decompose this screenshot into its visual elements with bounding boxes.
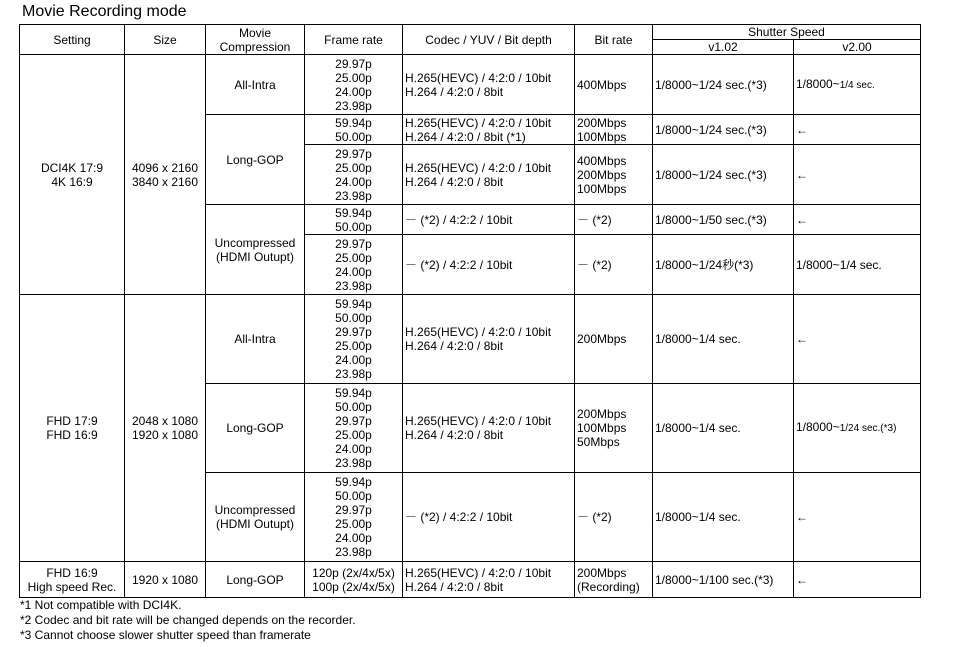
header-v200: v2.00 (794, 40, 921, 55)
shutter-v200-cell: ← (794, 145, 921, 205)
compression-cell: Long-GOP (206, 384, 305, 473)
bit-rate-cell: － (*2) (575, 235, 653, 295)
codec-cell: H.265(HEVC) / 4:2:0 / 10bit H.264 / 4:2:0 / 8bit (*1) (403, 115, 575, 145)
codec-cell: － (*2) / 4:2:2 / 10bit (403, 205, 575, 235)
frame-rate-cell: 59.94p 50.00p (305, 205, 403, 235)
header-row (20, 25, 921, 40)
header-frame-rate: Frame rate (305, 25, 403, 55)
shutter-v200-cell: ← (794, 295, 921, 384)
compression-cell: All-Intra (206, 295, 305, 384)
footnote: *1 Not compatible with DCI4K. (20, 598, 182, 612)
codec-cell: H.265(HEVC) / 4:2:0 / 10bit H.264 / 4:2:0 / 8bit (403, 562, 575, 598)
frame-rate-cell: 29.97p 25.00p 24.00p 23.98p (305, 235, 403, 295)
header-size: Size (125, 25, 206, 55)
codec-cell: H.265(HEVC) / 4:2:0 / 10bit H.264 / 4:2:0 / 8bit (403, 384, 575, 473)
shutter-v200-cell (794, 55, 921, 115)
header-codec: Codec / YUV / Bit depth (403, 25, 575, 55)
shutter-v200-cell: ← (794, 115, 921, 145)
shutter-v102-cell: 1/8000~1/24秒(*3) (653, 235, 794, 295)
page-title: Movie Recording mode (22, 3, 187, 20)
shutter-v200-small: 1/24 sec.(*3) (839, 423, 897, 434)
shutter-v102-cell: 1/8000~1/24 sec.(*3) (653, 115, 794, 145)
setting-cell: DCI4K 17:9 4K 16:9 (20, 55, 125, 295)
compression-cell: Long-GOP (206, 562, 305, 598)
frame-rate-cell: 59.94p 50.00p 29.97p 25.00p 24.00p 23.98p (305, 473, 403, 562)
bit-rate-cell: 200Mbps (Recording) (575, 562, 653, 598)
footnotes (20, 598, 356, 643)
bit-rate-cell: 400Mbps (575, 55, 653, 115)
footnote: *2 Codec and bit rate will be changed depends on the recorder. (20, 613, 356, 627)
header-setting: Setting (20, 25, 125, 55)
size-cell: 4096 x 2160 3840 x 2160 (125, 55, 206, 295)
movie-recording-table (19, 24, 921, 598)
size-cell: 2048 x 1080 1920 x 1080 (125, 295, 206, 562)
shutter-v102-cell: 1/8000~1/4 sec. (653, 384, 794, 473)
header-compression: Movie Compression (206, 25, 305, 55)
shutter-v102-cell: 1/8000~1/50 sec.(*3) (653, 205, 794, 235)
codec-cell: － (*2) / 4:2:2 / 10bit (403, 235, 575, 295)
compression-cell: Uncompressed (HDMI Outupt) (206, 205, 305, 295)
setting-cell: FHD 17:9 FHD 16:9 (20, 295, 125, 562)
shutter-v200-cell (794, 384, 921, 473)
bit-rate-cell: 200Mbps (575, 295, 653, 384)
compression-cell: Long-GOP (206, 115, 305, 205)
shutter-v200-cell: ← (794, 473, 921, 562)
shutter-v200-text: 1/8000~ (796, 76, 840, 91)
bit-rate-cell: 400Mbps 200Mbps 100Mbps (575, 145, 653, 205)
setting-cell: FHD 16:9 High speed Rec. (20, 562, 125, 598)
frame-rate-cell: 59.94p 50.00p 29.97p 25.00p 24.00p 23.98p (305, 295, 403, 384)
shutter-v102-cell: 1/8000~1/24 sec.(*3) (653, 145, 794, 205)
compression-cell: Uncompressed (HDMI Outupt) (206, 473, 305, 562)
bit-rate-cell: － (*2) (575, 205, 653, 235)
header-v102: v1.02 (653, 40, 794, 55)
codec-cell: H.265(HEVC) / 4:2:0 / 10bit H.264 / 4:2:0 / 8bit (403, 55, 575, 115)
shutter-v102-cell: 1/8000~1/24 sec.(*3) (653, 55, 794, 115)
bit-rate-cell: 200Mbps 100Mbps 50Mbps (575, 384, 653, 473)
frame-rate-cell: 29.97p 25.00p 24.00p 23.98p (305, 55, 403, 115)
table-row (20, 55, 921, 115)
table-row (20, 295, 921, 384)
frame-rate-cell: 59.94p 50.00p 29.97p 25.00p 24.00p 23.98p (305, 384, 403, 473)
shutter-v102-cell: 1/8000~1/100 sec.(*3) (653, 562, 794, 598)
bit-rate-cell: － (*2) (575, 473, 653, 562)
header-bit-rate: Bit rate (575, 25, 653, 55)
frame-rate-cell: 59.94p 50.00p (305, 115, 403, 145)
shutter-v102-cell: 1/8000~1/4 sec. (653, 295, 794, 384)
shutter-v102-cell: 1/8000~1/4 sec. (653, 473, 794, 562)
codec-cell: H.265(HEVC) / 4:2:0 / 10bit H.264 / 4:2:0 / 8bit (403, 145, 575, 205)
codec-cell: － (*2) / 4:2:2 / 10bit (403, 473, 575, 562)
frame-rate-cell: 29.97p 25.00p 24.00p 23.98p (305, 145, 403, 205)
size-cell: 1920 x 1080 (125, 562, 206, 598)
header-shutter-speed: Shutter Speed (653, 25, 921, 40)
compression-cell: All-Intra (206, 55, 305, 115)
footnote: *3 Cannot choose slower shutter speed than framerate (20, 628, 311, 642)
codec-cell: H.265(HEVC) / 4:2:0 / 10bit H.264 / 4:2:0 / 8bit (403, 295, 575, 384)
bit-rate-cell: 200Mbps 100Mbps (575, 115, 653, 145)
shutter-v200-text: 1/8000~ (796, 420, 840, 434)
table-row (20, 562, 921, 598)
shutter-v200-cell: 1/8000~1/4 sec. (794, 235, 921, 295)
shutter-v200-small: 1/4 sec. (839, 79, 875, 91)
shutter-v200-cell: ← (794, 562, 921, 598)
frame-rate-cell: 120p (2x/4x/5x) 100p (2x/4x/5x) (305, 562, 403, 598)
shutter-v200-cell: ← (794, 205, 921, 235)
